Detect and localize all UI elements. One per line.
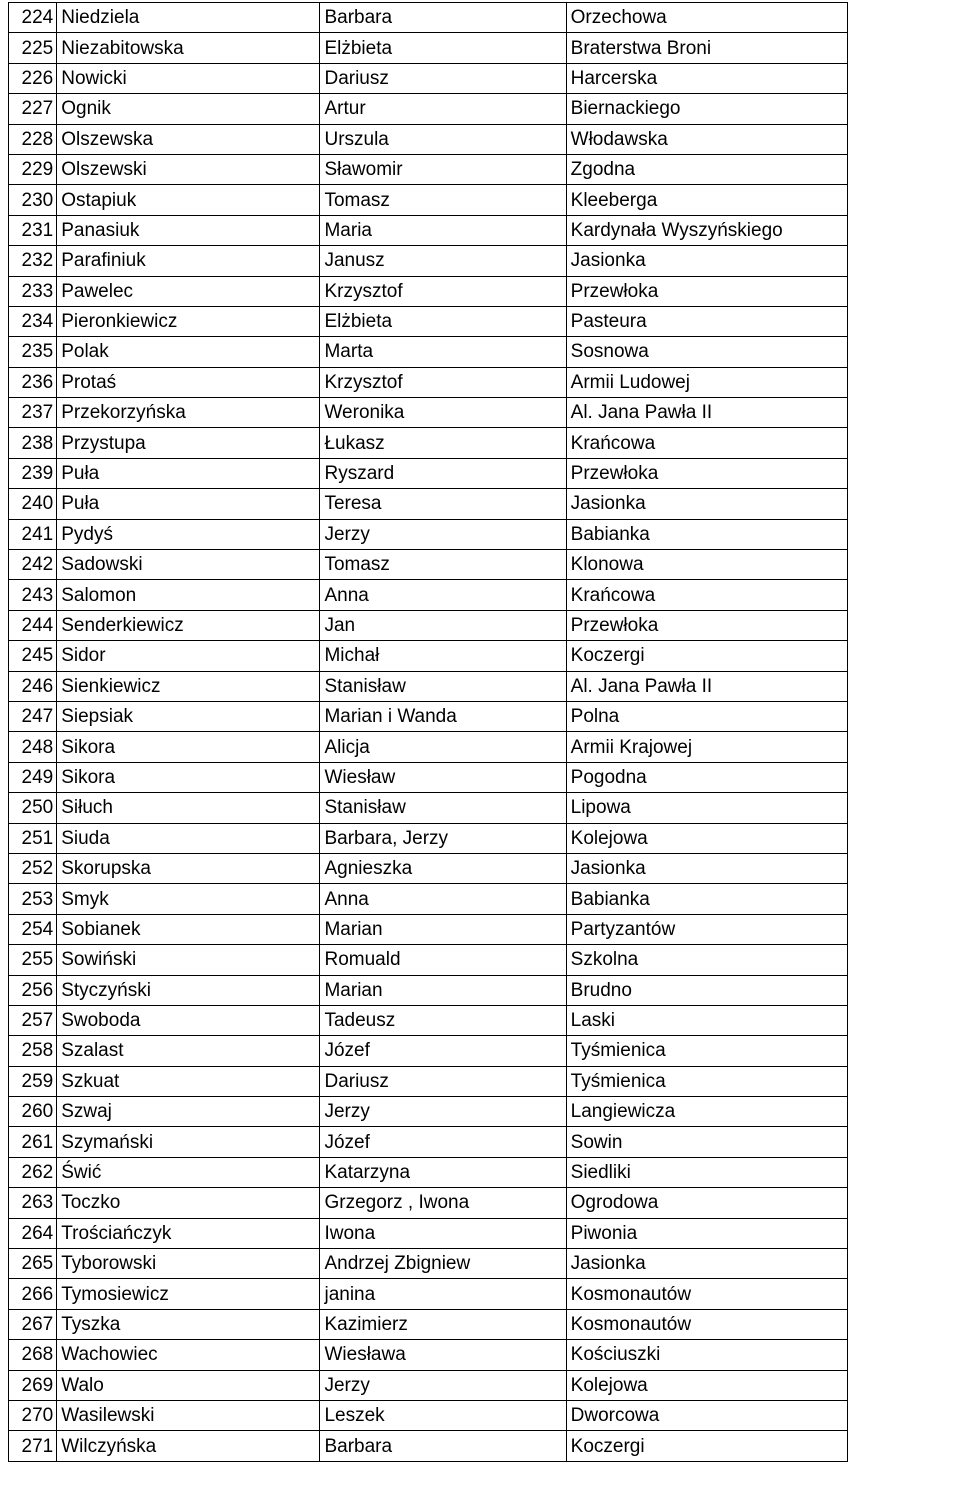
surname-cell: Pydyś	[57, 519, 320, 549]
table-row	[9, 1036, 848, 1066]
street-cell: Langiewicza	[566, 1097, 847, 1127]
row-number: 239	[9, 458, 57, 488]
street-cell: Pogodna	[566, 762, 847, 792]
row-number: 243	[9, 580, 57, 610]
row-number: 233	[9, 276, 57, 306]
row-number: 259	[9, 1066, 57, 1096]
table-row	[9, 1097, 848, 1127]
first-name-cell: Wiesława	[320, 1340, 566, 1370]
row-number: 236	[9, 367, 57, 397]
first-name-cell: Elżbieta	[320, 33, 566, 63]
street-cell: Laski	[566, 1005, 847, 1035]
street-cell: Włodawska	[566, 124, 847, 154]
row-number: 235	[9, 337, 57, 367]
row-number: 262	[9, 1157, 57, 1187]
row-number: 241	[9, 519, 57, 549]
first-name-cell: Artur	[320, 94, 566, 124]
first-name-cell: Iwona	[320, 1218, 566, 1248]
first-name-cell: Kazimierz	[320, 1309, 566, 1339]
table-row	[9, 823, 848, 853]
table-row	[9, 246, 848, 276]
street-cell: Tyśmienica	[566, 1036, 847, 1066]
surname-cell: Szwaj	[57, 1097, 320, 1127]
table-row	[9, 3, 848, 33]
row-number: 238	[9, 428, 57, 458]
street-cell: Harcerska	[566, 63, 847, 93]
surname-cell: Skorupska	[57, 853, 320, 883]
first-name-cell: Tomasz	[320, 550, 566, 580]
surname-cell: Olszewska	[57, 124, 320, 154]
table-row	[9, 1400, 848, 1430]
residents-table-body	[9, 3, 848, 1462]
street-cell: Lipowa	[566, 793, 847, 823]
street-cell: Braterstwa Broni	[566, 33, 847, 63]
surname-cell: Trościańczyk	[57, 1218, 320, 1248]
surname-cell: Siłuch	[57, 793, 320, 823]
row-number: 269	[9, 1370, 57, 1400]
row-number: 249	[9, 762, 57, 792]
row-number: 265	[9, 1249, 57, 1279]
surname-cell: Szymański	[57, 1127, 320, 1157]
first-name-cell: Jerzy	[320, 519, 566, 549]
surname-cell: Sidor	[57, 641, 320, 671]
first-name-cell: Jan	[320, 610, 566, 640]
first-name-cell: Urszula	[320, 124, 566, 154]
street-cell: Dworcowa	[566, 1400, 847, 1430]
surname-cell: Niezabitowska	[57, 33, 320, 63]
street-cell: Kosmonautów	[566, 1309, 847, 1339]
table-row	[9, 1188, 848, 1218]
table-row	[9, 1340, 848, 1370]
street-cell: Armii Krajowej	[566, 732, 847, 762]
first-name-cell: Marta	[320, 337, 566, 367]
surname-cell: Przystupa	[57, 428, 320, 458]
street-cell: Zgodna	[566, 154, 847, 184]
street-cell: Krańcowa	[566, 580, 847, 610]
surname-cell: Sienkiewicz	[57, 671, 320, 701]
first-name-cell: janina	[320, 1279, 566, 1309]
table-row	[9, 428, 848, 458]
table-row	[9, 1127, 848, 1157]
surname-cell: Walo	[57, 1370, 320, 1400]
table-row	[9, 398, 848, 428]
street-cell: Przewłoka	[566, 610, 847, 640]
street-cell: Jasionka	[566, 489, 847, 519]
surname-cell: Toczko	[57, 1188, 320, 1218]
row-number: 230	[9, 185, 57, 215]
street-cell: Jasionka	[566, 1249, 847, 1279]
row-number: 261	[9, 1127, 57, 1157]
table-row	[9, 154, 848, 184]
first-name-cell: Maria	[320, 215, 566, 245]
table-row	[9, 1431, 848, 1461]
row-number: 244	[9, 610, 57, 640]
street-cell: Armii Ludowej	[566, 367, 847, 397]
table-row	[9, 1005, 848, 1035]
table-row	[9, 367, 848, 397]
surname-cell: Szkuat	[57, 1066, 320, 1096]
table-row	[9, 458, 848, 488]
street-cell: Babianka	[566, 884, 847, 914]
row-number: 246	[9, 671, 57, 701]
first-name-cell: Jerzy	[320, 1097, 566, 1127]
table-row	[9, 215, 848, 245]
surname-cell: Świć	[57, 1157, 320, 1187]
surname-cell: Puła	[57, 458, 320, 488]
first-name-cell: Ryszard	[320, 458, 566, 488]
row-number: 266	[9, 1279, 57, 1309]
first-name-cell: Marian	[320, 975, 566, 1005]
first-name-cell: Agnieszka	[320, 853, 566, 883]
table-row	[9, 306, 848, 336]
street-cell: Pasteura	[566, 306, 847, 336]
row-number: 248	[9, 732, 57, 762]
street-cell: Siedliki	[566, 1157, 847, 1187]
surname-cell: Nowicki	[57, 63, 320, 93]
table-row	[9, 793, 848, 823]
row-number: 227	[9, 94, 57, 124]
street-cell: Kosmonautów	[566, 1279, 847, 1309]
table-row	[9, 1218, 848, 1248]
surname-cell: Polak	[57, 337, 320, 367]
table-row	[9, 337, 848, 367]
surname-cell: Siuda	[57, 823, 320, 853]
street-cell: Klonowa	[566, 550, 847, 580]
surname-cell: Styczyński	[57, 975, 320, 1005]
surname-cell: Tyborowski	[57, 1249, 320, 1279]
row-number: 260	[9, 1097, 57, 1127]
first-name-cell: Stanisław	[320, 671, 566, 701]
row-number: 258	[9, 1036, 57, 1066]
surname-cell: Smyk	[57, 884, 320, 914]
table-row	[9, 884, 848, 914]
surname-cell: Sadowski	[57, 550, 320, 580]
table-row	[9, 276, 848, 306]
street-cell: Koczergi	[566, 641, 847, 671]
street-cell: Piwonia	[566, 1218, 847, 1248]
first-name-cell: Katarzyna	[320, 1157, 566, 1187]
table-row	[9, 94, 848, 124]
row-number: 229	[9, 154, 57, 184]
table-row	[9, 671, 848, 701]
row-number: 254	[9, 914, 57, 944]
street-cell: Kolejowa	[566, 823, 847, 853]
first-name-cell: Barbara	[320, 1431, 566, 1461]
row-number: 257	[9, 1005, 57, 1035]
table-row	[9, 853, 848, 883]
first-name-cell: Krzysztof	[320, 276, 566, 306]
surname-cell: Sobianek	[57, 914, 320, 944]
row-number: 228	[9, 124, 57, 154]
street-cell: Sowin	[566, 1127, 847, 1157]
street-cell: Przewłoka	[566, 276, 847, 306]
row-number: 240	[9, 489, 57, 519]
street-cell: Sosnowa	[566, 337, 847, 367]
table-row	[9, 1066, 848, 1096]
surname-cell: Tymosiewicz	[57, 1279, 320, 1309]
table-row	[9, 1279, 848, 1309]
street-cell: Kleeberga	[566, 185, 847, 215]
table-row	[9, 580, 848, 610]
first-name-cell: Andrzej Zbigniew	[320, 1249, 566, 1279]
table-row	[9, 975, 848, 1005]
surname-cell: Salomon	[57, 580, 320, 610]
first-name-cell: Józef	[320, 1036, 566, 1066]
first-name-cell: Alicja	[320, 732, 566, 762]
street-cell: Polna	[566, 701, 847, 731]
first-name-cell: Dariusz	[320, 63, 566, 93]
table-row	[9, 1309, 848, 1339]
street-cell: Kościuszki	[566, 1340, 847, 1370]
table-row	[9, 732, 848, 762]
table-row	[9, 762, 848, 792]
surname-cell: Sikora	[57, 762, 320, 792]
surname-cell: Niedziela	[57, 3, 320, 33]
row-number: 256	[9, 975, 57, 1005]
first-name-cell: Krzysztof	[320, 367, 566, 397]
surname-cell: Przekorzyńska	[57, 398, 320, 428]
first-name-cell: Leszek	[320, 1400, 566, 1430]
first-name-cell: Grzegorz , Iwona	[320, 1188, 566, 1218]
street-cell: Orzechowa	[566, 3, 847, 33]
first-name-cell: Tomasz	[320, 185, 566, 215]
surname-cell: Ognik	[57, 94, 320, 124]
street-cell: Szkolna	[566, 945, 847, 975]
street-cell: Al. Jana Pawła II	[566, 671, 847, 701]
row-number: 268	[9, 1340, 57, 1370]
table-row	[9, 701, 848, 731]
table-row	[9, 63, 848, 93]
first-name-cell: Marian	[320, 914, 566, 944]
surname-cell: Olszewski	[57, 154, 320, 184]
surname-cell: Parafiniuk	[57, 246, 320, 276]
first-name-cell: Teresa	[320, 489, 566, 519]
first-name-cell: Tadeusz	[320, 1005, 566, 1035]
surname-cell: Tyszka	[57, 1309, 320, 1339]
table-row	[9, 610, 848, 640]
row-number: 226	[9, 63, 57, 93]
table-row	[9, 945, 848, 975]
first-name-cell: Anna	[320, 580, 566, 610]
first-name-cell: Janusz	[320, 246, 566, 276]
street-cell: Partyzantów	[566, 914, 847, 944]
surname-cell: Siepsiak	[57, 701, 320, 731]
street-cell: Koczergi	[566, 1431, 847, 1461]
table-row	[9, 1249, 848, 1279]
table-row	[9, 33, 848, 63]
first-name-cell: Jerzy	[320, 1370, 566, 1400]
surname-cell: Protaś	[57, 367, 320, 397]
surname-cell: Sikora	[57, 732, 320, 762]
street-cell: Brudno	[566, 975, 847, 1005]
surname-cell: Puła	[57, 489, 320, 519]
street-cell: Jasionka	[566, 853, 847, 883]
row-number: 237	[9, 398, 57, 428]
first-name-cell: Anna	[320, 884, 566, 914]
street-cell: Babianka	[566, 519, 847, 549]
surname-cell: Wilczyńska	[57, 1431, 320, 1461]
table-row	[9, 914, 848, 944]
first-name-cell: Michał	[320, 641, 566, 671]
table-row	[9, 185, 848, 215]
first-name-cell: Barbara, Jerzy	[320, 823, 566, 853]
street-cell: Krańcowa	[566, 428, 847, 458]
street-cell: Ogrodowa	[566, 1188, 847, 1218]
street-cell: Kolejowa	[566, 1370, 847, 1400]
first-name-cell: Marian i Wanda	[320, 701, 566, 731]
table-row	[9, 124, 848, 154]
row-number: 267	[9, 1309, 57, 1339]
first-name-cell: Dariusz	[320, 1066, 566, 1096]
row-number: 255	[9, 945, 57, 975]
surname-cell: Sowiński	[57, 945, 320, 975]
table-row	[9, 550, 848, 580]
row-number: 224	[9, 3, 57, 33]
surname-cell: Swoboda	[57, 1005, 320, 1035]
surname-cell: Wachowiec	[57, 1340, 320, 1370]
surname-cell: Ostapiuk	[57, 185, 320, 215]
row-number: 234	[9, 306, 57, 336]
row-number: 271	[9, 1431, 57, 1461]
first-name-cell: Józef	[320, 1127, 566, 1157]
row-number: 250	[9, 793, 57, 823]
table-row	[9, 641, 848, 671]
street-cell: Przewłoka	[566, 458, 847, 488]
first-name-cell: Sławomir	[320, 154, 566, 184]
first-name-cell: Barbara	[320, 3, 566, 33]
first-name-cell: Weronika	[320, 398, 566, 428]
surname-cell: Senderkiewicz	[57, 610, 320, 640]
row-number: 264	[9, 1218, 57, 1248]
table-row	[9, 1157, 848, 1187]
street-cell: Tyśmienica	[566, 1066, 847, 1096]
row-number: 253	[9, 884, 57, 914]
street-cell: Al. Jana Pawła II	[566, 398, 847, 428]
first-name-cell: Łukasz	[320, 428, 566, 458]
row-number: 252	[9, 853, 57, 883]
first-name-cell: Wiesław	[320, 762, 566, 792]
first-name-cell: Romuald	[320, 945, 566, 975]
row-number: 245	[9, 641, 57, 671]
table-row	[9, 489, 848, 519]
residents-table	[8, 2, 848, 1462]
row-number: 270	[9, 1400, 57, 1430]
table-row	[9, 1370, 848, 1400]
row-number: 251	[9, 823, 57, 853]
surname-cell: Szalast	[57, 1036, 320, 1066]
row-number: 263	[9, 1188, 57, 1218]
first-name-cell: Stanisław	[320, 793, 566, 823]
street-cell: Jasionka	[566, 246, 847, 276]
street-cell: Biernackiego	[566, 94, 847, 124]
row-number: 225	[9, 33, 57, 63]
first-name-cell: Elżbieta	[320, 306, 566, 336]
table-row	[9, 519, 848, 549]
surname-cell: Panasiuk	[57, 215, 320, 245]
row-number: 242	[9, 550, 57, 580]
row-number: 232	[9, 246, 57, 276]
surname-cell: Pieronkiewicz	[57, 306, 320, 336]
street-cell: Kardynała Wyszyńskiego	[566, 215, 847, 245]
row-number: 247	[9, 701, 57, 731]
surname-cell: Pawelec	[57, 276, 320, 306]
surname-cell: Wasilewski	[57, 1400, 320, 1430]
row-number: 231	[9, 215, 57, 245]
